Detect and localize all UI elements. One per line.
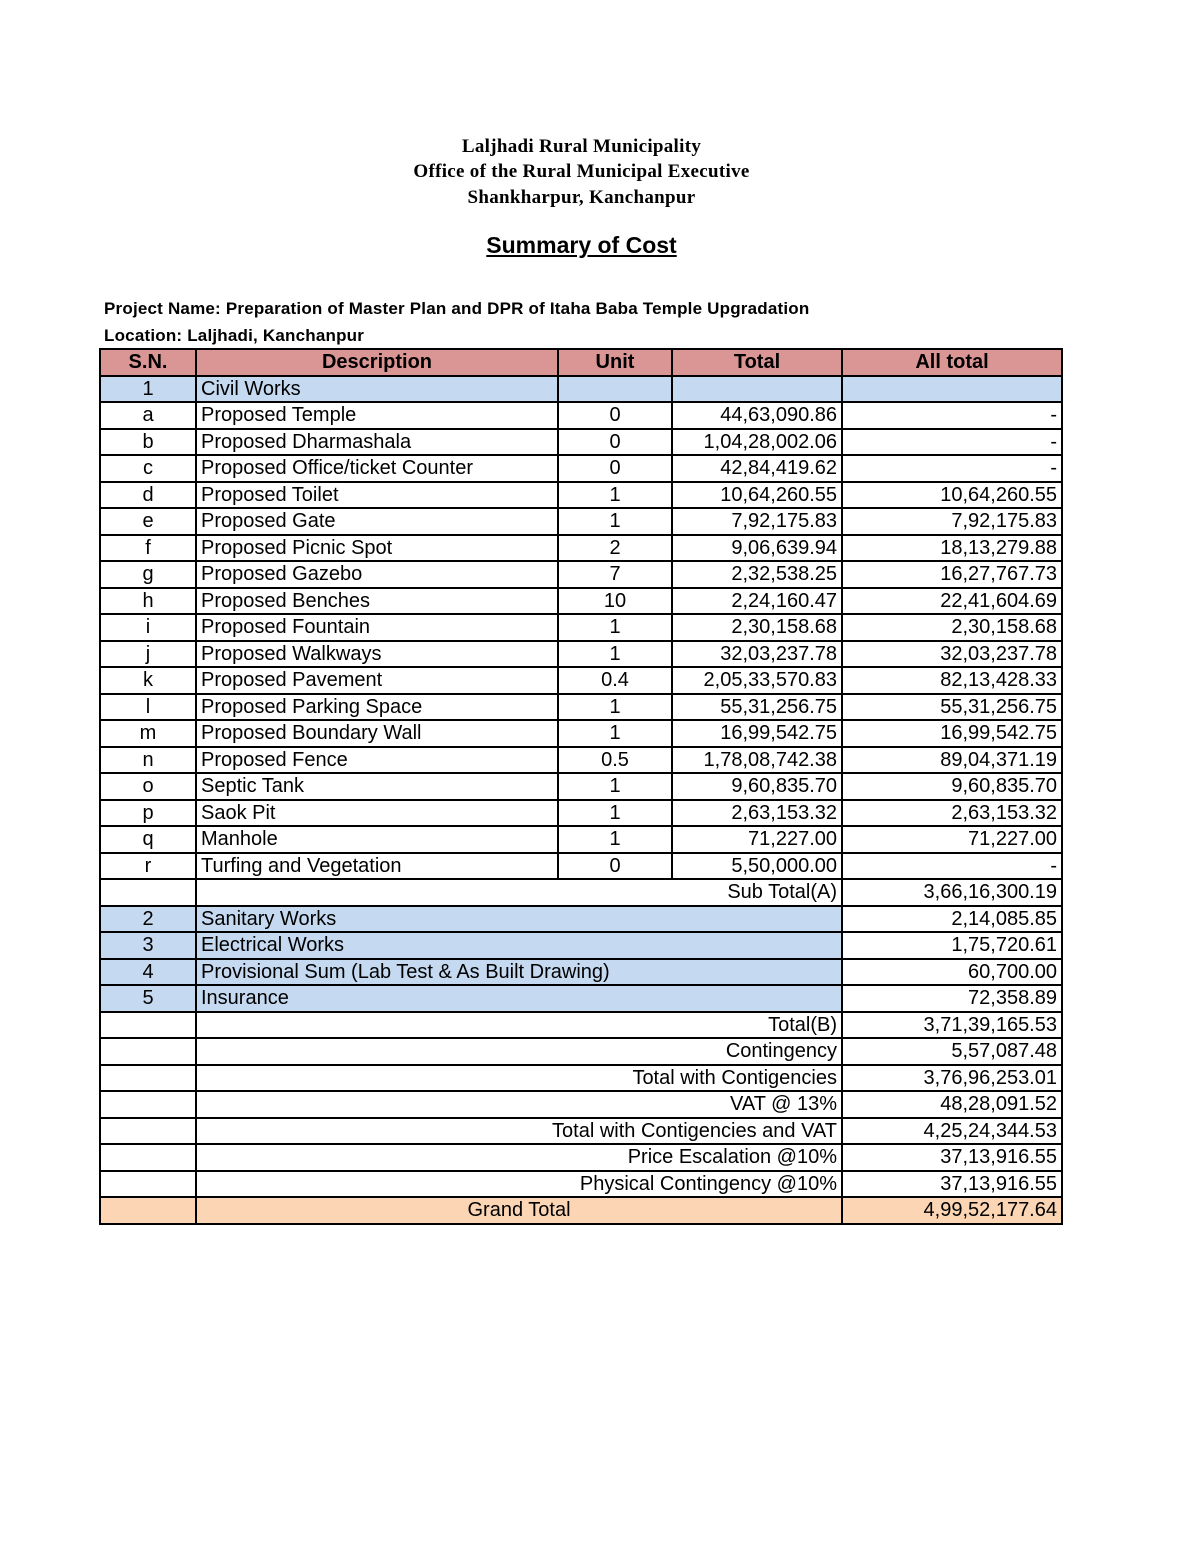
empty-cell [100,1065,196,1092]
item-unit: 0 [558,853,672,880]
grand-total-row [100,1197,1062,1224]
item-unit: 0 [558,402,672,429]
item-description: Saok Pit [196,800,558,827]
item-total: 42,84,419.62 [672,455,842,482]
table-row [100,482,1062,509]
item-unit: 1 [558,641,672,668]
item-all-total: 16,27,767.73 [842,561,1062,588]
summary-row [100,1012,1062,1039]
item-total: 2,32,538.25 [672,561,842,588]
item-all-total: 89,04,371.19 [842,747,1062,774]
item-all-total: 16,99,542.75 [842,720,1062,747]
item-unit: 1 [558,508,672,535]
item-description: Proposed Pavement [196,667,558,694]
section-sn: 3 [100,932,196,959]
section-description: Insurance [196,985,842,1012]
item-unit: 1 [558,694,672,721]
summary-value: 4,25,24,344.53 [842,1118,1062,1145]
table-row [100,641,1062,668]
item-all-total: 2,30,158.68 [842,614,1062,641]
section-value: 2,14,085.85 [842,906,1062,933]
item-description: Proposed Gate [196,508,558,535]
item-sn: l [100,694,196,721]
empty-cell [100,1118,196,1145]
section-sn: 1 [100,376,196,403]
page-title-text: Summary of Cost [486,232,677,258]
item-unit: 2 [558,535,672,562]
project-name: Project Name: Preparation of Master Plan and DPR of Itaha Baba Temple Upgradation [104,299,810,318]
table-row [100,694,1062,721]
item-description: Proposed Benches [196,588,558,615]
item-description: Proposed Walkways [196,641,558,668]
subtotal-label: Sub Total(A) [196,879,842,906]
item-sn: d [100,482,196,509]
table-row [100,853,1062,880]
office-name: Office of the Rural Municipal Executive [413,161,750,182]
summary-row [100,1091,1062,1118]
item-total: 2,05,33,570.83 [672,667,842,694]
item-all-total: 10,64,260.55 [842,482,1062,509]
page-title [0,232,1163,259]
table-row [100,667,1062,694]
item-sn: f [100,535,196,562]
section-description: Provisional Sum (Lab Test & As Built Drawing) [196,959,842,986]
item-description: Proposed Office/ticket Counter [196,455,558,482]
item-all-total: 2,63,153.32 [842,800,1062,827]
section-description: Sanitary Works [196,906,842,933]
item-total: 71,227.00 [672,826,842,853]
empty-cell [558,376,672,403]
empty-cell [672,376,842,403]
table-row [100,614,1062,641]
table-row [100,561,1062,588]
table-row [100,588,1062,615]
item-total: 1,04,28,002.06 [672,429,842,456]
grand-total-value: 4,99,52,177.64 [842,1197,1062,1224]
item-description: Proposed Picnic Spot [196,535,558,562]
col-unit: Unit [558,349,672,376]
item-total: 44,63,090.86 [672,402,842,429]
item-description: Septic Tank [196,773,558,800]
item-all-total: 55,31,256.75 [842,694,1062,721]
item-unit: 0 [558,455,672,482]
item-unit: 7 [558,561,672,588]
item-sn: p [100,800,196,827]
table-row [100,455,1062,482]
item-description: Proposed Temple [196,402,558,429]
item-description: Proposed Boundary Wall [196,720,558,747]
item-unit: 0 [558,429,672,456]
summary-value: 3,71,39,165.53 [842,1012,1062,1039]
item-total: 10,64,260.55 [672,482,842,509]
summary-label: Physical Contingency @10% [196,1171,842,1198]
empty-cell [100,1144,196,1171]
item-sn: m [100,720,196,747]
item-sn: b [100,429,196,456]
item-sn: a [100,402,196,429]
item-unit: 0.4 [558,667,672,694]
section-sn: 4 [100,959,196,986]
empty-cell [100,1197,196,1224]
subtotal-value: 3,66,16,300.19 [842,879,1062,906]
summary-label: Price Escalation @10% [196,1144,842,1171]
org-name: Laljhadi Rural Municipality [461,136,702,157]
item-total: 1,78,08,742.38 [672,747,842,774]
item-unit: 0.5 [558,747,672,774]
col-total: Total [672,349,842,376]
item-sn: r [100,853,196,880]
empty-cell [100,879,196,906]
summary-row [100,1144,1062,1171]
item-sn: k [100,667,196,694]
item-total: 2,30,158.68 [672,614,842,641]
item-sn: g [100,561,196,588]
item-total: 2,63,153.32 [672,800,842,827]
subtotal-row [100,879,1062,906]
item-all-total: 82,13,428.33 [842,667,1062,694]
section-row-civil-works [100,376,1062,403]
summary-label: Total(B) [196,1012,842,1039]
summary-value: 5,57,087.48 [842,1038,1062,1065]
item-all-total: 22,41,604.69 [842,588,1062,615]
section-sn: 2 [100,906,196,933]
item-sn: n [100,747,196,774]
table-row [100,720,1062,747]
empty-cell [100,1091,196,1118]
section-row [100,906,1062,933]
summary-value: 3,76,96,253.01 [842,1065,1062,1092]
item-unit: 1 [558,482,672,509]
item-description: Proposed Parking Space [196,694,558,721]
item-unit: 1 [558,826,672,853]
item-total: 2,24,160.47 [672,588,842,615]
summary-value: 37,13,916.55 [842,1171,1062,1198]
grand-total-label: Grand Total [196,1197,842,1224]
item-all-total: 18,13,279.88 [842,535,1062,562]
table-row [100,402,1062,429]
item-all-total: - [842,429,1062,456]
empty-cell [100,1171,196,1198]
item-description: Proposed Gazebo [196,561,558,588]
empty-cell [100,1012,196,1039]
item-all-total: - [842,853,1062,880]
item-sn: i [100,614,196,641]
item-all-total: - [842,455,1062,482]
col-all-total: All total [842,349,1062,376]
summary-row [100,1118,1062,1145]
item-description: Proposed Fountain [196,614,558,641]
table-row [100,535,1062,562]
item-description: Proposed Fence [196,747,558,774]
table-row [100,508,1062,535]
item-sn: j [100,641,196,668]
summary-label: VAT @ 13% [196,1091,842,1118]
item-all-total: - [842,402,1062,429]
item-sn: o [100,773,196,800]
table-header-row [100,349,1062,376]
item-sn: h [100,588,196,615]
item-unit: 1 [558,614,672,641]
item-unit: 10 [558,588,672,615]
item-all-total: 7,92,175.83 [842,508,1062,535]
item-unit: 1 [558,800,672,827]
section-description: Civil Works [196,376,558,403]
item-total: 7,92,175.83 [672,508,842,535]
summary-row [100,1171,1062,1198]
item-total: 9,60,835.70 [672,773,842,800]
item-all-total: 32,03,237.78 [842,641,1062,668]
item-description: Proposed Toilet [196,482,558,509]
table-row [100,826,1062,853]
item-sn: e [100,508,196,535]
section-description: Electrical Works [196,932,842,959]
office-address: Shankharpur, Kanchanpur [467,187,696,208]
empty-cell [100,1038,196,1065]
col-sn: S.N. [100,349,196,376]
summary-value: 37,13,916.55 [842,1144,1062,1171]
summary-label: Total with Contigencies [196,1065,842,1092]
table-row [100,773,1062,800]
item-unit: 1 [558,720,672,747]
item-total: 55,31,256.75 [672,694,842,721]
item-total: 32,03,237.78 [672,641,842,668]
table-row [100,429,1062,456]
item-sn: q [100,826,196,853]
section-row [100,959,1062,986]
item-sn: c [100,455,196,482]
section-sn: 5 [100,985,196,1012]
section-value: 1,75,720.61 [842,932,1062,959]
item-all-total: 71,227.00 [842,826,1062,853]
summary-label: Contingency [196,1038,842,1065]
section-row [100,985,1062,1012]
table-row [100,800,1062,827]
summary-row [100,1065,1062,1092]
cost-summary-table [99,348,1063,1225]
item-total: 5,50,000.00 [672,853,842,880]
table-row [100,747,1062,774]
project-location: Location: Laljhadi, Kanchanpur [104,326,365,345]
summary-label: Total with Contigencies and VAT [196,1118,842,1145]
item-all-total: 9,60,835.70 [842,773,1062,800]
summary-value: 48,28,091.52 [842,1091,1062,1118]
empty-cell [842,376,1062,403]
item-total: 16,99,542.75 [672,720,842,747]
summary-row [100,1038,1062,1065]
section-value: 60,700.00 [842,959,1062,986]
item-description: Manhole [196,826,558,853]
section-value: 72,358.89 [842,985,1062,1012]
item-total: 9,06,639.94 [672,535,842,562]
section-row [100,932,1062,959]
item-unit: 1 [558,773,672,800]
item-description: Proposed Dharmashala [196,429,558,456]
col-description: Description [196,349,558,376]
item-description: Turfing and Vegetation [196,853,558,880]
